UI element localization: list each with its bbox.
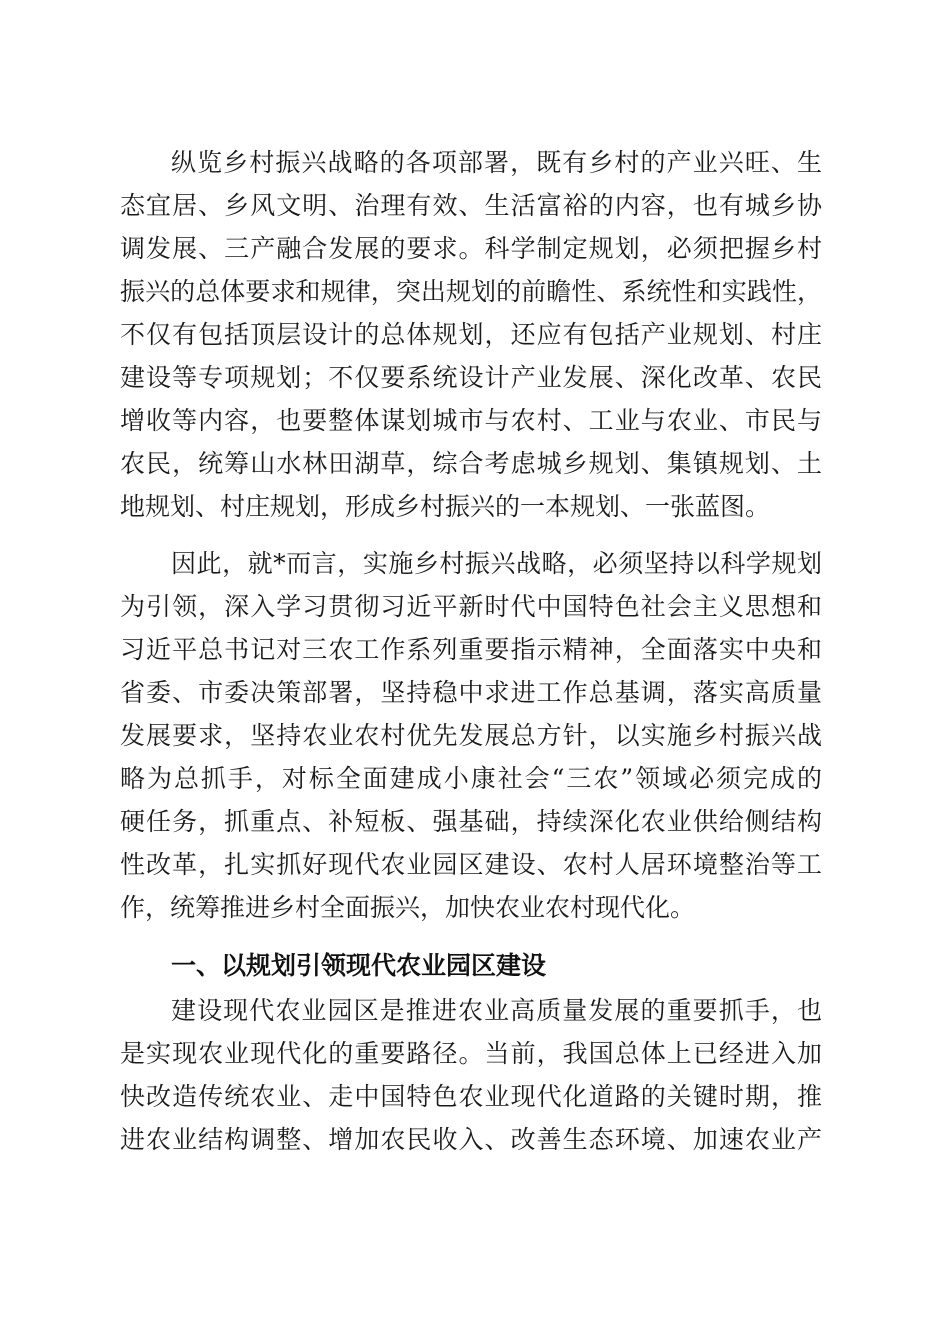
section-heading: 一、以规划引领现代农业园区建设 xyxy=(171,951,547,980)
paragraph-2-line-7: 硬任务，抓重点、补短板、强基础，持续深化农业供给侧结构 xyxy=(120,807,822,836)
paragraph-2-line-6: 略为总抓手，对标全面建成小康社会“三农”领域必须完成的 xyxy=(120,764,822,793)
paragraph-3-line-1: 建设现代农业园区是推进农业高质量发展的重要抓手，也 xyxy=(171,996,822,1025)
paragraph-3-line-3: 快改造传统农业、走中国特色农业现代化道路的关键时期，推 xyxy=(120,1082,822,1111)
paragraph-2-line-3: 习近平总书记对三农工作系列重要指示精神，全面落实中央和 xyxy=(120,635,822,664)
paragraph-3-line-2: 是实现农业现代化的重要路径。当前，我国总体上已经进入加 xyxy=(120,1039,822,1068)
paragraph-1-line-2: 态宜居、乡风文明、治理有效、生活富裕的内容，也有城乡协 xyxy=(120,191,822,220)
paragraph-2-line-2: 为引领，深入学习贯彻习近平新时代中国特色社会主义思想和 xyxy=(120,592,822,621)
paragraph-2-line-8: 性改革，扎实抓好现代农业园区建设、农村人居环境整治等工 xyxy=(120,850,822,879)
paragraph-1-line-6: 建设等专项规划；不仅要系统设计产业发展、深化改革、农民 xyxy=(120,363,822,392)
paragraph-1-line-4: 振兴的总体要求和规律，突出规划的前瞻性、系统性和实践性， xyxy=(120,277,822,306)
paragraph-1-line-5: 不仅有包括顶层设计的总体规划，还应有包括产业规划、村庄 xyxy=(120,320,822,349)
paragraph-2-line-5: 发展要求，坚持农业农村优先发展总方针，以实施乡村振兴战 xyxy=(120,721,822,750)
paragraph-1-line-9: 地规划、村庄规划，形成乡村振兴的一本规划、一张蓝图。 xyxy=(120,492,771,521)
paragraph-2-line-9: 作，统筹推进乡村全面振兴，加快农业农村现代化。 xyxy=(120,893,696,922)
paragraph-1-line-1: 纵览乡村振兴战略的各项部署，既有乡村的产业兴旺、生 xyxy=(171,148,822,177)
paragraph-3-line-4: 进农业结构调整、增加农民收入、改善生态环境、加速农业产 xyxy=(120,1125,822,1154)
paragraph-1-line-3: 调发展、三产融合发展的要求。科学制定规划，必须把握乡村 xyxy=(120,234,822,263)
paragraph-1-line-7: 增收等内容，也要整体谋划城市与农村、工业与农业、市民与 xyxy=(120,406,822,435)
paragraph-2-line-1: 因此，就*而言，实施乡村振兴战略，必须坚持以科学规划 xyxy=(171,549,822,578)
paragraph-2-line-4: 省委、市委决策部署，坚持稳中求进工作总基调，落实高质量 xyxy=(120,678,822,707)
paragraph-1-line-8: 农民，统筹山水林田湖草，综合考虑城乡规划、集镇规划、土 xyxy=(120,449,822,478)
